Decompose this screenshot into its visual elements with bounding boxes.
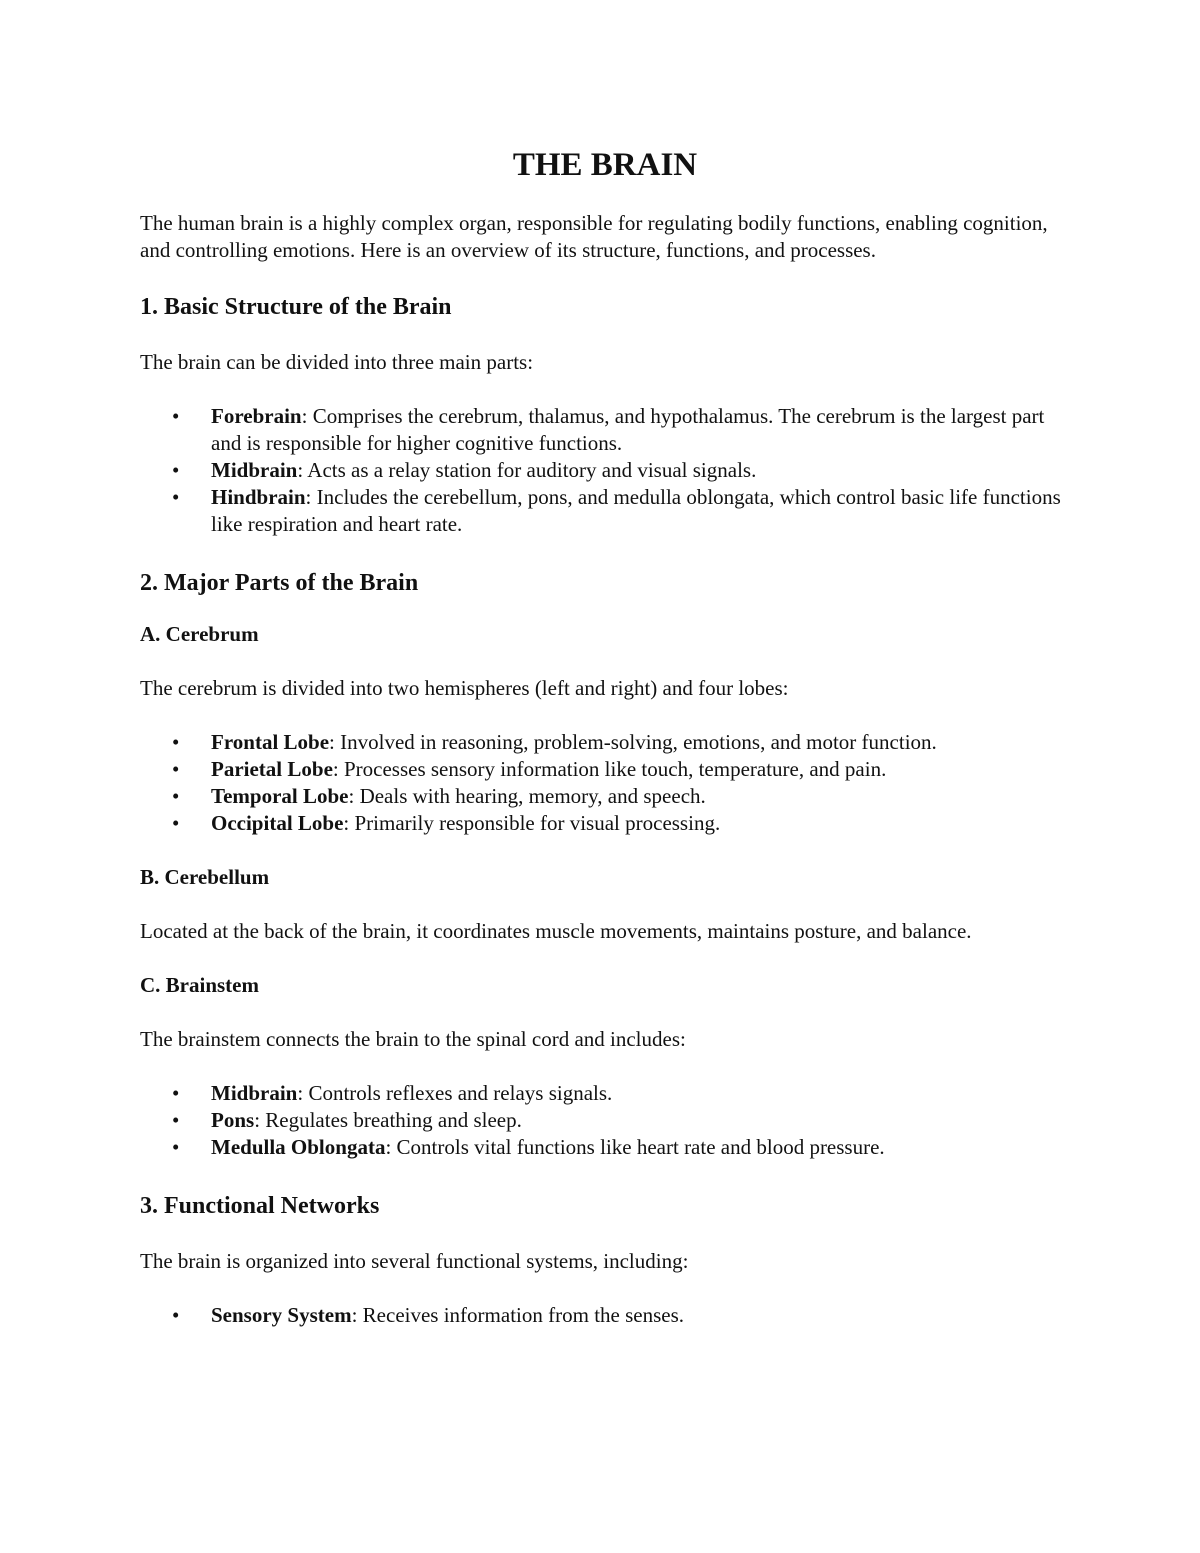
- list-item-desc: : Regulates breathing and sleep.: [254, 1108, 522, 1132]
- list-item-desc: : Controls vital functions like heart rate and blood pressure.: [385, 1135, 885, 1159]
- section-heading-major-parts: 2. Major Parts of the Brain: [140, 570, 419, 596]
- list-item-term: Hindbrain: [211, 485, 306, 509]
- bullet-icon: •: [172, 1135, 180, 1159]
- list-item: [140, 484, 1070, 538]
- list-item-term: Temporal Lobe: [211, 784, 349, 808]
- section-heading-functional-networks: 3. Functional Networks: [140, 1193, 380, 1219]
- list-item-term: Pons: [211, 1108, 255, 1132]
- list-item-desc: : Processes sensory information like touch, temperature, and pain.: [332, 757, 887, 781]
- cerebellum-text: Located at the back of the brain, it coordinates muscle movements, maintains posture, and balance.: [140, 919, 972, 943]
- bullet-icon: •: [172, 1303, 180, 1327]
- cerebrum-list: [140, 729, 1070, 837]
- bullet-icon: •: [172, 1081, 180, 1105]
- list-item-term: Midbrain: [211, 458, 298, 482]
- list-item-term: Sensory System: [211, 1303, 352, 1327]
- list-item: [140, 403, 1070, 457]
- section3-lead: The brain is organized into several functional systems, including:: [140, 1249, 689, 1273]
- list-item: [140, 1080, 1070, 1107]
- list-item-desc: : Involved in reasoning, problem-solving, emotions, and motor function.: [329, 730, 937, 754]
- section1-lead: The brain can be divided into three main parts:: [140, 350, 534, 374]
- section1-list: [140, 403, 1070, 538]
- list-item-term: Forebrain: [211, 404, 302, 428]
- bullet-icon: •: [172, 485, 180, 509]
- subsection-heading-cerebellum: B. Cerebellum: [140, 865, 270, 889]
- brainstem-list: [140, 1080, 1070, 1161]
- list-item-desc: : Includes the cerebellum, pons, and medulla oblongata, which control basic life functions like respiration and heart rate.: [211, 485, 1061, 536]
- list-item: [140, 457, 1070, 484]
- list-item-desc: : Primarily responsible for visual processing.: [343, 811, 721, 835]
- list-item-term: Occipital Lobe: [211, 811, 344, 835]
- list-item-term: Medulla Oblongata: [211, 1135, 386, 1159]
- bullet-icon: •: [172, 730, 180, 754]
- list-item: [140, 783, 1070, 810]
- list-item-desc: : Controls reflexes and relays signals.: [297, 1081, 613, 1105]
- bullet-icon: •: [172, 811, 180, 835]
- list-item-term: Parietal Lobe: [211, 757, 333, 781]
- bullet-icon: •: [172, 757, 180, 781]
- subsection-heading-cerebrum: A. Cerebrum: [140, 622, 259, 646]
- list-item: [140, 729, 1070, 756]
- page-title: THE BRAIN: [512, 147, 698, 183]
- intro-paragraph: The human brain is a highly complex organ, responsible for regulating bodily functions, enabling cognition, and controlling emotions. Here is an overview of its structure, functions, and processes.: [140, 211, 1048, 262]
- list-item: [140, 1134, 1070, 1161]
- bullet-icon: •: [172, 404, 180, 428]
- list-item-desc: : Acts as a relay station for auditory and visual signals.: [297, 458, 757, 482]
- bullet-icon: •: [172, 458, 180, 482]
- section-heading-basic-structure: 1. Basic Structure of the Brain: [140, 294, 452, 320]
- section3-list: [140, 1302, 1070, 1329]
- cerebrum-lead: The cerebrum is divided into two hemispheres (left and right) and four lobes:: [140, 676, 789, 700]
- list-item: [140, 810, 1070, 837]
- bullet-icon: •: [172, 784, 180, 808]
- brainstem-lead: The brainstem connects the brain to the spinal cord and includes:: [140, 1027, 686, 1051]
- list-item: [140, 1302, 1070, 1329]
- list-item-desc: : Receives information from the senses.: [351, 1303, 685, 1327]
- list-item-term: Frontal Lobe: [211, 730, 330, 754]
- list-item-term: Midbrain: [211, 1081, 298, 1105]
- list-item: [140, 1107, 1070, 1134]
- list-item-desc: : Comprises the cerebrum, thalamus, and hypothalamus. The cerebrum is the largest part and is responsible for higher cognitive functions.: [211, 404, 1045, 455]
- list-item-desc: : Deals with hearing, memory, and speech.: [348, 784, 706, 808]
- subsection-heading-brainstem: C. Brainstem: [140, 973, 259, 997]
- bullet-icon: •: [172, 1108, 180, 1132]
- list-item: [140, 756, 1070, 783]
